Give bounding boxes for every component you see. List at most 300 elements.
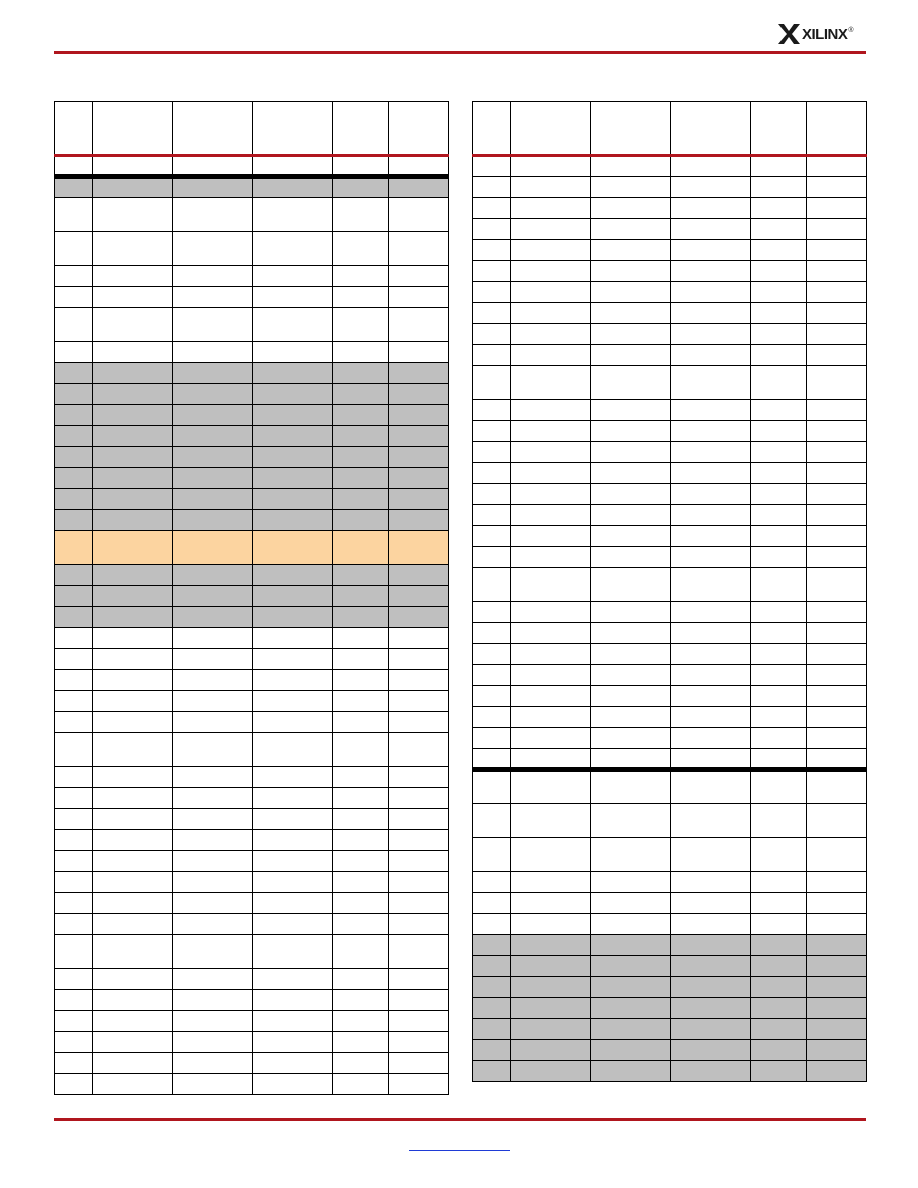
table-cell: [253, 586, 333, 607]
table-cell: [333, 969, 389, 990]
table-cell: [55, 156, 93, 177]
table-cell: [807, 177, 867, 198]
table-cell: [55, 586, 93, 607]
table-cell: [751, 623, 807, 644]
table-cell: [511, 261, 591, 282]
table-cell: [473, 665, 511, 686]
table-cell: [591, 686, 671, 707]
table-cell: [591, 1040, 671, 1061]
table-cell: [473, 324, 511, 345]
table-cell: [55, 851, 93, 872]
table-cell: [173, 733, 253, 767]
table-row: [55, 198, 449, 232]
table-cell: [173, 177, 253, 198]
table-cell: [591, 665, 671, 686]
table-cell: [807, 421, 867, 442]
table-row: [55, 156, 449, 177]
table-cell: [591, 707, 671, 728]
table-cell: [671, 707, 751, 728]
table-cell: [253, 363, 333, 384]
table-cell: [591, 282, 671, 303]
table-cell: [807, 219, 867, 240]
table-cell: [253, 767, 333, 788]
table-cell: [333, 649, 389, 670]
table-cell: [473, 838, 511, 872]
table-cell: [253, 935, 333, 969]
table-row: [55, 733, 449, 767]
table-cell: [93, 1032, 173, 1053]
table-cell: [333, 809, 389, 830]
table-cell: [173, 565, 253, 586]
table-cell: [511, 686, 591, 707]
table-cell: [253, 447, 333, 468]
table-cell: [389, 788, 449, 809]
table-cell: [389, 607, 449, 628]
table-cell: [511, 804, 591, 838]
table-cell: [591, 219, 671, 240]
table-cell: [55, 342, 93, 363]
table-cell: [751, 838, 807, 872]
table-cell: [591, 345, 671, 366]
table-cell: [253, 969, 333, 990]
table-cell: [511, 240, 591, 261]
table-cell: [173, 308, 253, 342]
table-cell: [389, 712, 449, 733]
table-cell: [253, 872, 333, 893]
table-cell: [55, 287, 93, 308]
table-cell: [333, 426, 389, 447]
table-cell: [473, 177, 511, 198]
table-cell: [751, 872, 807, 893]
table-cell: [93, 531, 173, 565]
table-cell: [473, 686, 511, 707]
column-header: [807, 102, 867, 156]
table-cell: [473, 219, 511, 240]
table-cell: [253, 1053, 333, 1074]
table-cell: [333, 1011, 389, 1032]
table-cell: [751, 602, 807, 623]
table-cell: [389, 177, 449, 198]
table-cell: [751, 977, 807, 998]
table-cell: [253, 426, 333, 447]
table-row: [473, 484, 867, 505]
table-cell: [389, 308, 449, 342]
table-cell: [807, 345, 867, 366]
table-cell: [591, 366, 671, 400]
table-cell: [473, 240, 511, 261]
table-row: [55, 489, 449, 510]
table-cell: [173, 426, 253, 447]
table-row: [55, 691, 449, 712]
table-cell: [473, 644, 511, 665]
table-header-row: [473, 102, 867, 156]
table-cell: [807, 484, 867, 505]
table-cell: [55, 691, 93, 712]
table-cell: [173, 384, 253, 405]
table-cell: [253, 1032, 333, 1053]
table-cell: [333, 287, 389, 308]
brand-logo: [778, 24, 854, 44]
table-cell: [671, 838, 751, 872]
table-cell: [333, 691, 389, 712]
table-cell: [671, 219, 751, 240]
table-row: [473, 602, 867, 623]
pinout-table-right: [472, 101, 867, 1082]
table-cell: [389, 342, 449, 363]
table-cell: [173, 851, 253, 872]
table-cell: [591, 644, 671, 665]
table-row: [55, 1074, 449, 1095]
table-cell: [333, 1074, 389, 1095]
table-cell: [389, 287, 449, 308]
table-cell: [751, 505, 807, 526]
table-cell: [807, 240, 867, 261]
table-cell: [93, 198, 173, 232]
table-cell: [511, 324, 591, 345]
table-cell: [511, 872, 591, 893]
table-cell: [671, 526, 751, 547]
table-cell: [173, 198, 253, 232]
table-cell: [751, 749, 807, 770]
table-cell: [511, 282, 591, 303]
table-cell: [807, 728, 867, 749]
table-cell: [807, 804, 867, 838]
table-cell: [473, 956, 511, 977]
table-cell: [591, 1061, 671, 1082]
table-row: [55, 767, 449, 788]
table-cell: [511, 977, 591, 998]
table-cell: [389, 1011, 449, 1032]
table-cell: [511, 177, 591, 198]
table-cell: [511, 893, 591, 914]
table-row: [473, 282, 867, 303]
table-cell: [389, 767, 449, 788]
xilinx-mark-icon: [778, 24, 800, 44]
table-cell: [511, 1040, 591, 1061]
table-cell: [807, 998, 867, 1019]
footer-link[interactable]: [409, 1138, 510, 1151]
table-cell: [93, 969, 173, 990]
table-cell: [253, 712, 333, 733]
table-row: [473, 686, 867, 707]
table-cell: [389, 232, 449, 266]
table-cell: [751, 644, 807, 665]
table-row: [473, 707, 867, 728]
table-cell: [93, 468, 173, 489]
table-cell: [511, 421, 591, 442]
table-cell: [333, 531, 389, 565]
table-row: [55, 384, 449, 405]
table-cell: [173, 872, 253, 893]
table-cell: [253, 733, 333, 767]
table-cell: [55, 914, 93, 935]
table-cell: [671, 324, 751, 345]
table-cell: [55, 447, 93, 468]
table-cell: [473, 303, 511, 324]
table-cell: [389, 733, 449, 767]
table-row: [55, 177, 449, 198]
table-cell: [751, 177, 807, 198]
table-row: [55, 990, 449, 1011]
table-cell: [807, 526, 867, 547]
column-header: [671, 102, 751, 156]
table-cell: [591, 156, 671, 177]
table-row: [473, 421, 867, 442]
table-cell: [93, 851, 173, 872]
column-header: [93, 102, 173, 156]
table-cell: [511, 914, 591, 935]
table-cell: [333, 607, 389, 628]
table-cell: [671, 303, 751, 324]
table-cell: [511, 526, 591, 547]
table-cell: [511, 345, 591, 366]
table-cell: [173, 1032, 253, 1053]
table-cell: [671, 956, 751, 977]
table-cell: [473, 282, 511, 303]
table-cell: [591, 261, 671, 282]
table-row: [473, 838, 867, 872]
table-cell: [591, 728, 671, 749]
table-row: [473, 872, 867, 893]
table-cell: [389, 830, 449, 851]
table-cell: [473, 568, 511, 602]
table-cell: [55, 426, 93, 447]
table-row: [55, 266, 449, 287]
table-cell: [333, 198, 389, 232]
column-header: [751, 102, 807, 156]
table-row: [55, 363, 449, 384]
table-cell: [253, 851, 333, 872]
table-cell: [671, 261, 751, 282]
table-row: [473, 219, 867, 240]
table-row: [55, 670, 449, 691]
table-cell: [807, 956, 867, 977]
table-cell: [511, 956, 591, 977]
table-cell: [173, 712, 253, 733]
table-cell: [93, 607, 173, 628]
table-cell: [253, 156, 333, 177]
table-cell: [173, 830, 253, 851]
table-row: [473, 728, 867, 749]
table-cell: [173, 628, 253, 649]
table-cell: [173, 156, 253, 177]
table-cell: [333, 851, 389, 872]
table-row: [473, 568, 867, 602]
table-cell: [807, 282, 867, 303]
table-cell: [807, 1061, 867, 1082]
table-cell: [389, 851, 449, 872]
table-cell: [671, 484, 751, 505]
table-cell: [511, 935, 591, 956]
table-cell: [591, 400, 671, 421]
table-cell: [807, 872, 867, 893]
table-cell: [591, 198, 671, 219]
table-cell: [671, 421, 751, 442]
table-cell: [333, 712, 389, 733]
table-cell: [807, 749, 867, 770]
table-cell: [591, 1019, 671, 1040]
table-cell: [591, 623, 671, 644]
table-cell: [55, 607, 93, 628]
table-cell: [253, 788, 333, 809]
table-cell: [93, 1053, 173, 1074]
column-header: [173, 102, 253, 156]
table-cell: [333, 232, 389, 266]
table-cell: [807, 935, 867, 956]
table-row: [55, 405, 449, 426]
table-row: [55, 872, 449, 893]
table-cell: [389, 510, 449, 531]
table-cell: [591, 240, 671, 261]
table-row: [55, 809, 449, 830]
table-cell: [671, 998, 751, 1019]
table-row: [55, 935, 449, 969]
table-cell: [55, 990, 93, 1011]
table-cell: [473, 728, 511, 749]
table-cell: [173, 935, 253, 969]
table-cell: [807, 400, 867, 421]
table-row: [473, 198, 867, 219]
table-row: [473, 526, 867, 547]
table-cell: [591, 505, 671, 526]
table-cell: [751, 282, 807, 303]
table-row: [55, 342, 449, 363]
table-cell: [751, 219, 807, 240]
table-cell: [751, 442, 807, 463]
table-cell: [671, 623, 751, 644]
table-cell: [93, 363, 173, 384]
table-cell: [173, 586, 253, 607]
table-cell: [253, 830, 333, 851]
table-cell: [473, 442, 511, 463]
table-cell: [173, 468, 253, 489]
table-cell: [511, 366, 591, 400]
table-cell: [751, 345, 807, 366]
table-cell: [55, 468, 93, 489]
table-cell: [253, 384, 333, 405]
table-cell: [591, 303, 671, 324]
table-cell: [671, 547, 751, 568]
table-cell: [511, 219, 591, 240]
table-cell: [253, 565, 333, 586]
table-cell: [93, 649, 173, 670]
table-row: [473, 261, 867, 282]
table-cell: [671, 602, 751, 623]
table-cell: [173, 809, 253, 830]
table-cell: [389, 586, 449, 607]
table-cell: [333, 830, 389, 851]
table-cell: [333, 405, 389, 426]
table-row: [473, 345, 867, 366]
table-cell: [253, 691, 333, 712]
table-row: [473, 1040, 867, 1061]
table-cell: [55, 935, 93, 969]
table-cell: [751, 1061, 807, 1082]
table-cell: [333, 1032, 389, 1053]
table-cell: [333, 1053, 389, 1074]
table-cell: [253, 1074, 333, 1095]
table-cell: [333, 788, 389, 809]
table-cell: [751, 998, 807, 1019]
table-cell: [55, 1032, 93, 1053]
table-body: [55, 156, 449, 1095]
table-row: [55, 586, 449, 607]
table-row: [473, 1019, 867, 1040]
table-cell: [473, 872, 511, 893]
column-header: [511, 102, 591, 156]
table-row: [473, 177, 867, 198]
table-cell: [807, 463, 867, 484]
table-cell: [473, 707, 511, 728]
table-cell: [591, 893, 671, 914]
table-cell: [751, 893, 807, 914]
table-cell: [389, 447, 449, 468]
table-cell: [473, 547, 511, 568]
table-cell: [93, 266, 173, 287]
table-cell: [591, 838, 671, 872]
table-cell: [473, 421, 511, 442]
table-cell: [671, 240, 751, 261]
table-cell: [173, 788, 253, 809]
table-cell: [473, 1019, 511, 1040]
table-cell: [671, 442, 751, 463]
table-cell: [93, 809, 173, 830]
table-cell: [671, 1061, 751, 1082]
table-cell: [173, 1053, 253, 1074]
table-row: [473, 770, 867, 804]
table-cell: [93, 733, 173, 767]
table-cell: [333, 628, 389, 649]
table-cell: [591, 547, 671, 568]
table-cell: [389, 468, 449, 489]
table-cell: [671, 977, 751, 998]
table-cell: [93, 177, 173, 198]
table-cell: [751, 914, 807, 935]
table-cell: [55, 1074, 93, 1095]
table-cell: [333, 733, 389, 767]
table-cell: [253, 287, 333, 308]
table-cell: [751, 665, 807, 686]
table-cell: [751, 568, 807, 602]
table-cell: [389, 649, 449, 670]
table-row: [473, 998, 867, 1019]
table-cell: [671, 728, 751, 749]
table-cell: [173, 510, 253, 531]
table-cell: [173, 607, 253, 628]
table-cell: [511, 442, 591, 463]
table-cell: [173, 363, 253, 384]
table-cell: [253, 628, 333, 649]
table-cell: [173, 670, 253, 691]
table-cell: [333, 266, 389, 287]
table-cell: [511, 198, 591, 219]
table-cell: [173, 447, 253, 468]
table-cell: [807, 893, 867, 914]
table-cell: [333, 468, 389, 489]
table-cell: [173, 649, 253, 670]
table-row: [473, 1061, 867, 1082]
table-cell: [253, 468, 333, 489]
table-cell: [751, 303, 807, 324]
table-cell: [173, 531, 253, 565]
header-rule: [54, 51, 866, 54]
table-row: [473, 749, 867, 770]
table-cell: [333, 447, 389, 468]
table-cell: [751, 156, 807, 177]
table-cell: [671, 770, 751, 804]
table-cell: [807, 505, 867, 526]
table-cell: [751, 804, 807, 838]
